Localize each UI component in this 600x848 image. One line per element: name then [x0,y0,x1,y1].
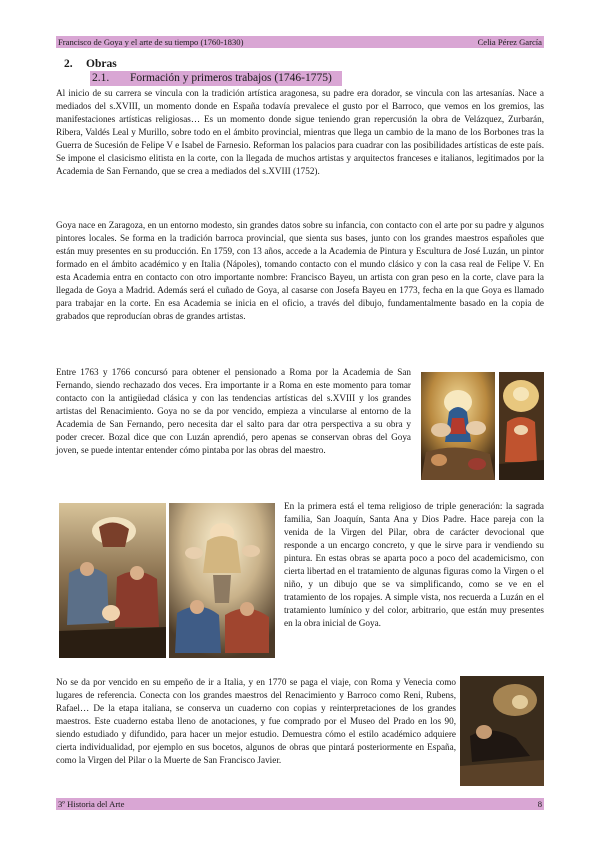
painting-death-saint-francis-image [460,676,544,786]
page-number: 8 [537,799,542,809]
header-document-title: Francisco de Goya y el arte de su tiempo (1760-1830) [58,37,244,47]
header-author: Celia Pérez García [477,37,542,47]
footer-course: 3º Historia del Arte [58,799,125,809]
painting-adoration-image [499,372,544,480]
paragraph-italy: No se da por vencido en su empeño de ir a Italia, y en 1770 se paga el viaje, con Roma y Venecia como lugares de referencia. Conecta con los grandes maestros del Renacimiento y Barroco como Reni, Rubens, Rafael… De la etapa italiana, se conserva un cuaderno con copias y reinterpretaciones de los grandes maestros. Este cuaderno estaba lleno de anotaciones, y fue comprado por el Museo del Prado en los 90, siendo estudiado y difundido, para hacer un mejor estudio. Demuestra cómo el estilo académico adquiere cierta individualidad, por ejemplo en sus bocetos, algunos de obras que pintará posteriormente en España, como la Virgen del Pilar o la Muerte de San Francisco Javier. [56,677,456,765]
section-heading [64,58,117,70]
painting-virgin-pilar-image [169,503,275,658]
paragraph-zaragoza: Goya nace en Zaragoza, en un entorno modesto, sin grandes datos sobre su infancia, con contacto con el arte por su padre y algunos pintores locales. Se forma en la tradición barroca provincial, que sienta sus bases, junto con los grandes maestros españoles que están muy presentes en su producción. En 1759, con 13 años, accede a la Academia de Pintura y Escultura de José Luzán, un pintor formado en el ámbito académico y en Italia (Nápoles), tomando contacto con el mundo clásico y con la casa real de Felipe V. En esta Academia entra en contacto con otro importante nombre: Francisco Bayeu, un artista con gran peso en la corte, clave para la llegada de Goya a Madrid. Además será el cuñado de Goya, al casarse con Josefa Bayeu en 1773, fecha en la que Goya es llamado para trabajar en la corte. En esa Academia se inicia en el oficio, a través del dibujo, fundamentalmente basado en la copia de grabados que reproducían obras de grandes artistas. [56,220,544,321]
subsection-title: Formación y primeros trabajos (1746-1775) [130,72,332,84]
section-number: 2. [64,58,73,70]
subsection-number: 2.1. [92,72,110,84]
paragraph-intro: Al inicio de su carrera se vincula con la tradición artística aragonesa, su padre era dorador, se vincula con las artesanías. Nace a mediados del s.XVIII, un momento donde en España todavía prevalece el gusto por el Barroco, que vemos en los gremios, las manifestaciones artísticas religiosas… Es un momento donde sigue teniendo gran repercusión la obra de Velázquez, Zurbarán, Ribera, Valdés Leal y Murillo, sobre todo en el ámbito provincial, mientras que llega un cambio de la mano de los Borbones tras la Guerra de Sucesión de Felipe V e Isabel de Farnesio. Reforman los palacios para cuadrar con las posibilidades artísticas de este país. Se impone el clasicismo elitista en la corte, con la llegada de muchos artistas y arquitectos franceses e italianos, legitimados por la Academia de San Fernando, que se crea a mediados del s.XVIII (1752). [56,88,544,176]
page-footer [56,798,544,810]
page-header [56,36,544,48]
painting-virgin-glory-image [421,372,495,480]
subsection-heading [90,71,342,86]
paragraph-pensionado: Entre 1763 y 1766 concursó para obtener el pensionado a Roma por la Academia de San Fernando, siendo rechazado dos veces. Era importante ir a Roma en este momento para tomar contacto con la antigüedad clásica y con las tendencias artísticas del s.XVIII y los grandes artistas del Renacimiento. Goya no se da por vencido, empieza a vincularse al entorno de la Academia de San Fernando, pero necesita dar el salto para dar otra perspectiva a su obra y poder crecer. Bozal dice que con Luzán aprendió, pero apenas se conservan obras del Goya joven, se puede intentar entender cómo pintaba por las obras del maestro. [56,367,411,455]
painting-holy-family-image [59,503,166,658]
paragraph-triple-generation: En la primera está el tema religioso de triple generación: la sagrada familia, San Joaquín, Santa Ana y Dios Padre. Hace pareja con la venida de la Virgen del Pilar, obra de carácter devocional que responde a un encargo concreto, y que le sirve para ir vendiendo su pintura. En estas obras se aparta poco a poco del academicismo, con cierta libertad en el tratamiento de algunas figuras como la Virgen o el niño, y un dibujo que se va simplificando, como se ve en el tratamiento de los ropajes. A simple vista, nos recuerda a Luzán en el tratamiento lumínico y del color, arbitrario, que están muy presentes en la obra inicial de Goya. [284,501,544,628]
section-title: Obras [86,58,117,70]
